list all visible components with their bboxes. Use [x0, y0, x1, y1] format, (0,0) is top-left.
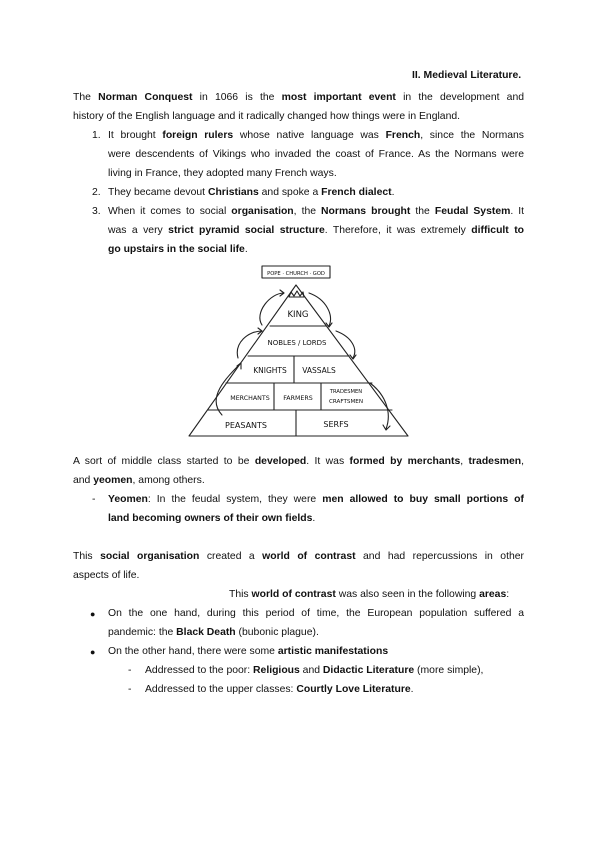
label-tradesmen: TRADESMEN: [329, 389, 363, 395]
arrow-left-top: [260, 293, 284, 325]
intro-line-1: The Norman Conquest in 1066 is the most important event in the development and: [73, 92, 525, 103]
list-item-1-line-3: living in France, they adopted many French ways.: [108, 168, 337, 179]
label-pope-church-god: POPE · CHURCH · GOD: [267, 271, 325, 277]
section-heading: II. Medieval Literature.: [412, 70, 522, 81]
label-king: KING: [287, 310, 309, 320]
label-craftsmen: CRAFTSMEN: [328, 399, 364, 405]
label-merchants: MERCHANTS: [230, 395, 270, 402]
social-line-1: This social organisation created a world of contrast and had repercussions in other: [73, 551, 524, 562]
label-peasants: PEASANTS: [225, 421, 267, 430]
list-item-1-line-1: It brought foreign rulers whose native language was French, since the Normans: [108, 130, 524, 141]
black-death-line-2: pandemic: the Black Death (bubonic plague).: [108, 627, 319, 638]
sub-dash-1: -: [128, 665, 132, 676]
pyramid-outline: [189, 285, 408, 436]
social-line-2: aspects of life.: [73, 570, 140, 581]
social-line-3: This world of contrast was also seen in the following areas:: [229, 589, 510, 600]
arrow-left-low: [216, 363, 241, 415]
label-vassals: VASSALS: [302, 366, 336, 375]
list-item-2-line-1: They became devout Christians and spoke a French dialect.: [108, 187, 395, 198]
poor-literature-line: Addressed to the poor: Religious and Didactic Literature (more simple),: [145, 665, 484, 676]
bullet-dot-2: ●: [90, 647, 96, 657]
list-number-2: 2.: [92, 187, 101, 198]
yeomen-dash: -: [92, 494, 96, 505]
list-number-1: 1.: [92, 130, 101, 141]
intro-line-2: history of the English language and it radically changed how things were in England.: [73, 111, 461, 122]
label-serfs: SERFS: [323, 420, 349, 429]
list-item-3-line-2: was a very strict pyramid social structure. Therefore, it was extremely difficult to: [108, 225, 524, 236]
yeomen-line-2: land becoming owners of their own fields.: [108, 513, 316, 524]
yeomen-line-1: Yeomen: In the feudal system, they were men allowed to buy small portions of: [108, 494, 524, 505]
label-knights: KNIGHTS: [253, 366, 287, 375]
bullet-dot-1: ●: [90, 609, 96, 619]
upper-class-literature-line: Addressed to the upper classes: Courtly Love Literature.: [145, 684, 414, 695]
arrow-right-mid: [336, 331, 355, 358]
sub-dash-2: -: [128, 684, 132, 695]
arrow-right-top: [309, 293, 330, 326]
artistic-manifestations-line: On the other hand, there were some artistic manifestations: [108, 646, 389, 657]
label-nobles-lords: NOBLES / LORDS: [267, 339, 327, 347]
list-item-1-line-2: were descendents of Vikings who invaded the coast of France. As the Normans were: [108, 149, 524, 160]
black-death-line-1: On the one hand, during this period of time, the European population suffered a: [108, 608, 524, 619]
list-number-3: 3.: [92, 206, 101, 217]
list-item-3-line-3: go upstairs in the social life.: [108, 244, 248, 255]
arrow-left-mid: [237, 331, 262, 358]
feudal-pyramid-diagram: [186, 263, 412, 441]
list-item-3-line-1: When it comes to social organisation, the Normans brought the Feudal System. It: [108, 206, 525, 217]
label-farmers: FARMERS: [283, 395, 313, 402]
middle-class-line-2: and yeomen, among others.: [73, 475, 205, 486]
middle-class-line-1: A sort of middle class started to be developed. It was formed by merchants, tradesmen,: [73, 456, 524, 467]
